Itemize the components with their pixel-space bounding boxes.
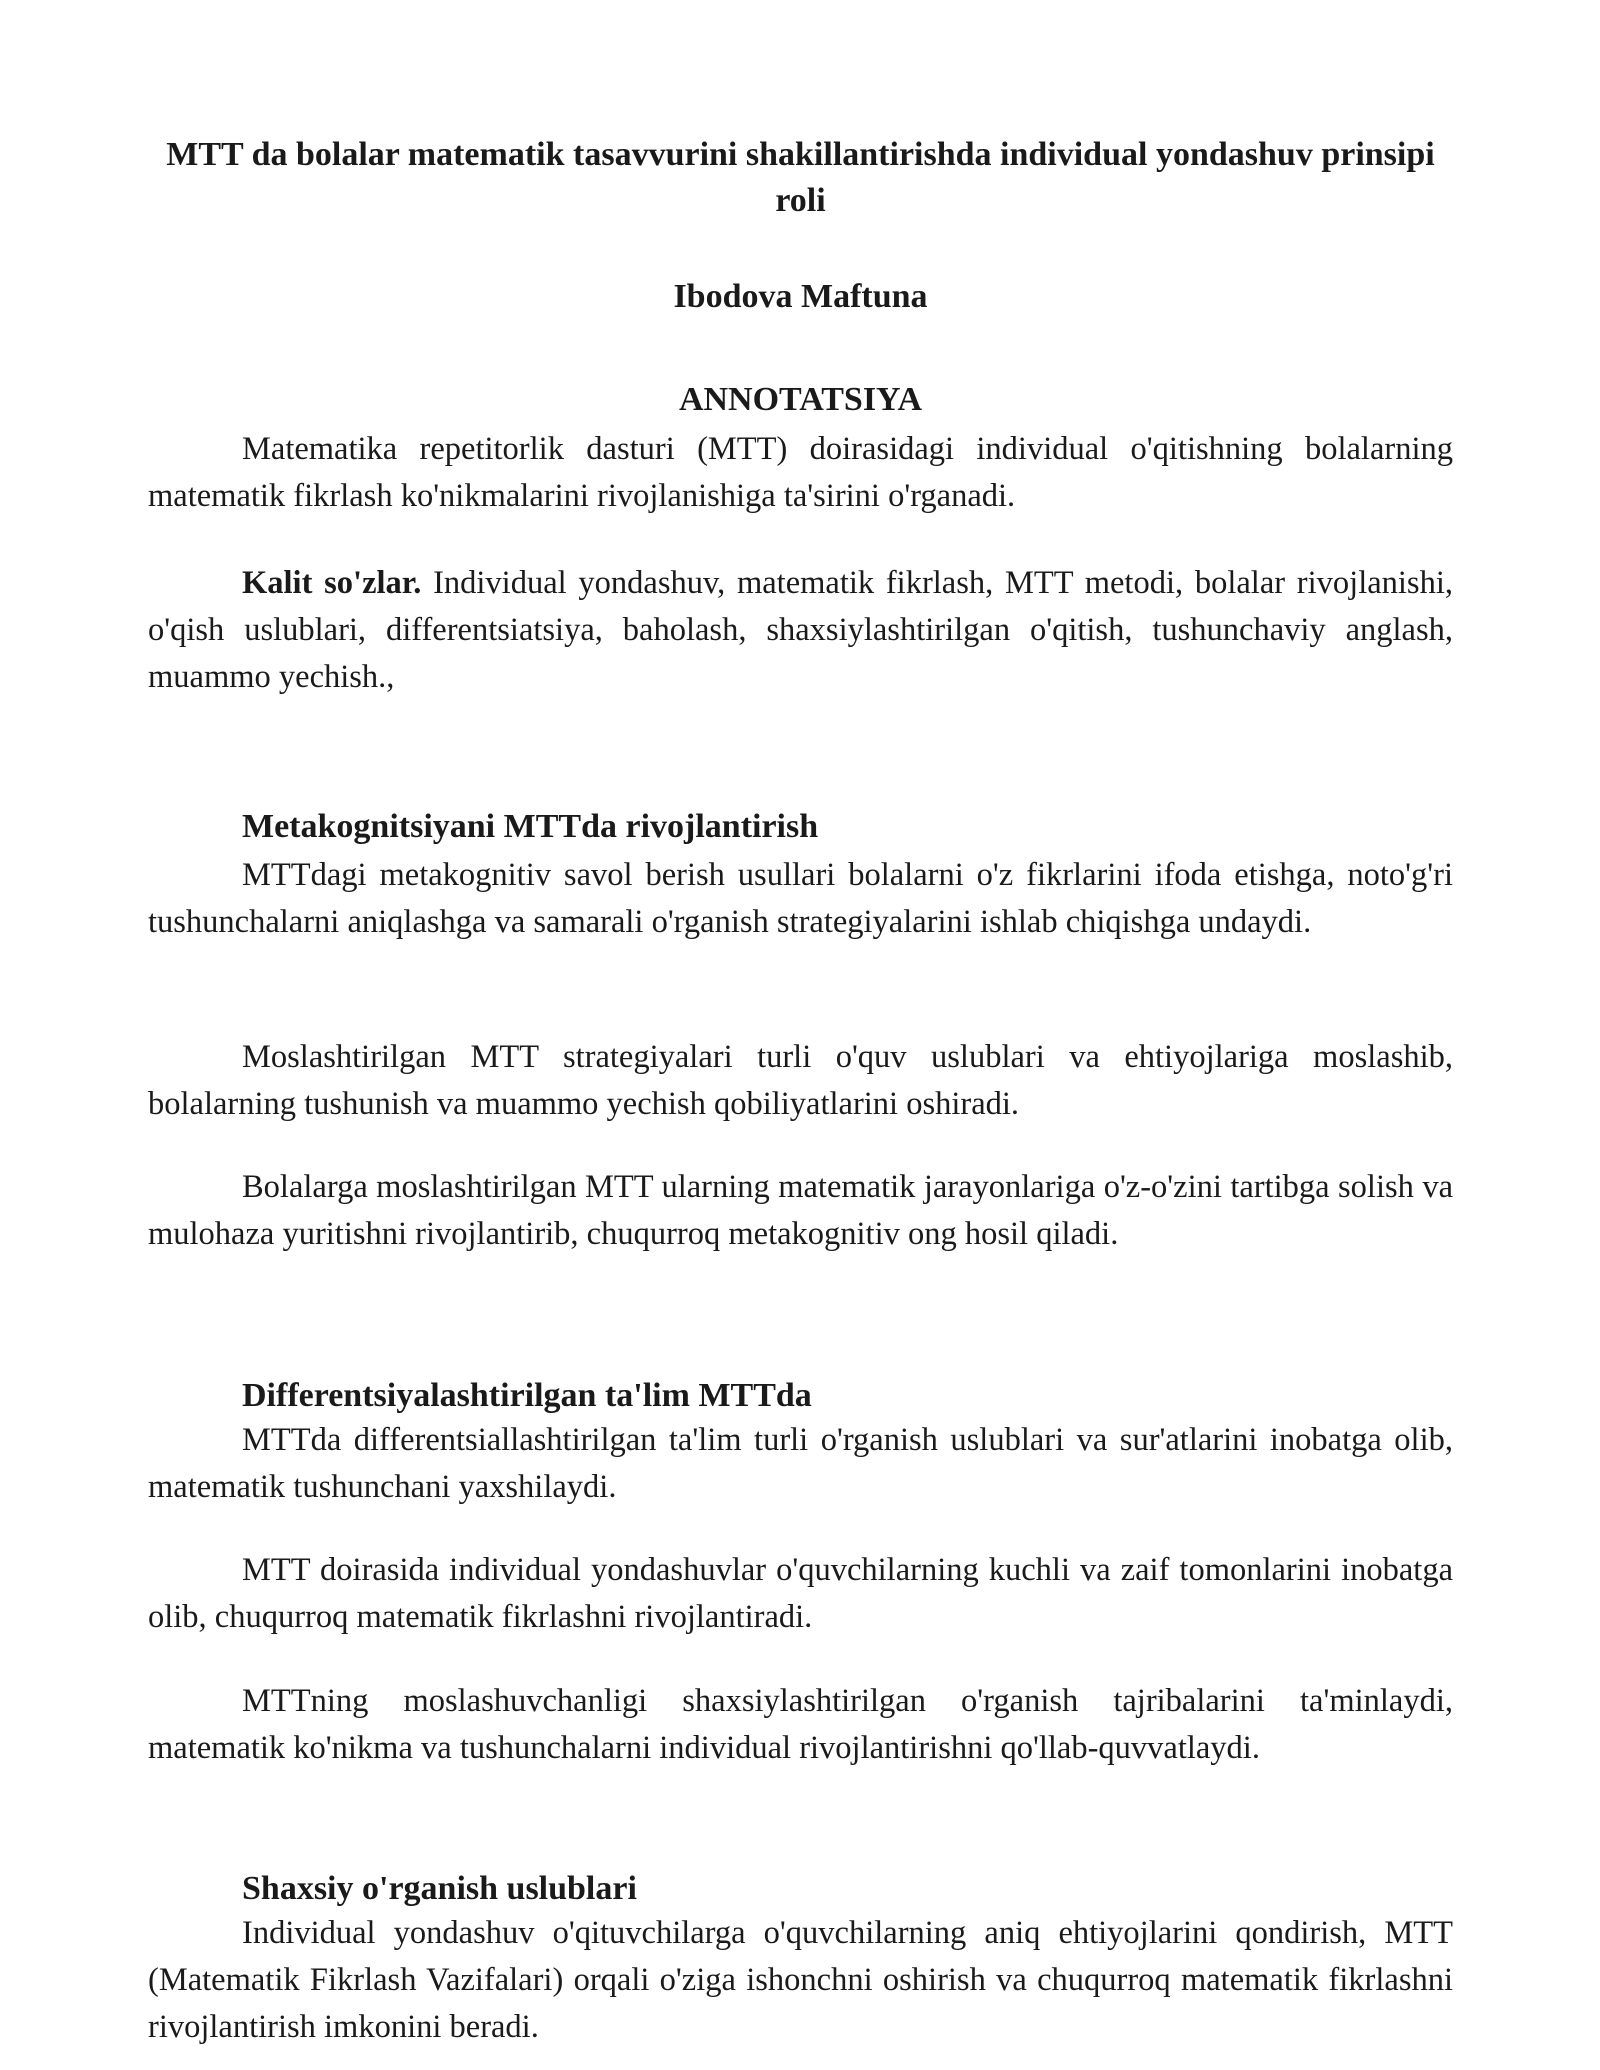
section-1-paragraph-1: MTTdagi metakognitiv savol berish usullari bolalarni o'z fikrlarini ifoda etishga, noto'g'ri tushunchalarni aniqlashga va samarali o'rganish strategiyalarini ishlab chiqishga undaydi. bbox=[148, 857, 1453, 940]
keywords-paragraph bbox=[148, 560, 1453, 701]
annotation-paragraph: Matematika repetitorlik dasturi (MTT) doirasidagi individual o'qitishning bolalarning matematik fikrlash ko'nikmalarini rivojlanishiga ta'sirini o'rganadi. bbox=[148, 431, 1453, 514]
annotation-heading: ANNOTATSIYA bbox=[678, 381, 923, 418]
keywords-label: Kalit so'zlar. bbox=[242, 565, 422, 601]
keywords-text: Individual yondashuv, matematik fikrlash, MTT metodi, bolalar rivojlanishi, o'qish uslublari, differentsiatsiya, baholash, shaxsiylashtirilgan o'qitish, tushunchaviy anglash, muammo yechish., bbox=[148, 565, 1453, 695]
author-name: Ibodova Maftuna bbox=[673, 278, 928, 315]
section-heading-metakognitsiya: Metakognitsiyani MTTda rivojlantirish bbox=[242, 808, 819, 845]
section-heading-shaxsiy-uslublar: Shaxsiy o'rganish uslublari bbox=[242, 1870, 637, 1907]
section-1-paragraph-2: Moslashtirilgan MTT strategiyalari turli o'quv uslublari va ehtiyojlariga moslashib, bolalarning tushunish va muammo yechish qobiliyatlarini oshiradi. bbox=[148, 1039, 1453, 1122]
section-1-paragraph-3: Bolalarga moslashtirilgan MTT ularning matematik jarayonlariga o'z-o'zini tartibga solish va mulohaza yuritishni rivojlantirib, chuqurroq metakognitiv ong hosil qiladi. bbox=[148, 1169, 1453, 1252]
section-heading-differentsiyalash: Differentsiyalashtirilgan ta'lim MTTda bbox=[242, 1377, 812, 1414]
section-3-paragraph-1: Individual yondashuv o'qituvchilarga o'quvchilarning aniq ehtiyojlarini qondirish, MTT (Matematik Fikrlash Vazifalari) orqali o'ziga ishonchni oshirish va chuqurroq matematik fikrlashni rivojlantirish imkonini beradi. bbox=[148, 1915, 1453, 2045]
document-title: MTT da bolalar matematik tasavvurini shakillantirishda individual yondashuv prinsipi roli bbox=[166, 136, 1435, 219]
section-2-paragraph-2: MTT doirasida individual yondashuvlar o'quvchilarning kuchli va zaif tomonlarini inobatga olib, chuqurroq matematik fikrlashni rivojlantiradi. bbox=[148, 1552, 1453, 1635]
section-2-paragraph-3: MTTning moslashuvchanligi shaxsiylashtirilgan o'rganish tajribalarini ta'minlaydi, matematik ko'nikma va tushunchalarni individual rivojlantirishni qo'llab-quvvatlaydi. bbox=[148, 1683, 1453, 1766]
section-2-paragraph-1: MTTda differentsiallashtirilgan ta'lim turli o'rganish uslublari va sur'atlarini inobatga olib, matematik tushunchani yaxshilaydi. bbox=[148, 1422, 1453, 1505]
